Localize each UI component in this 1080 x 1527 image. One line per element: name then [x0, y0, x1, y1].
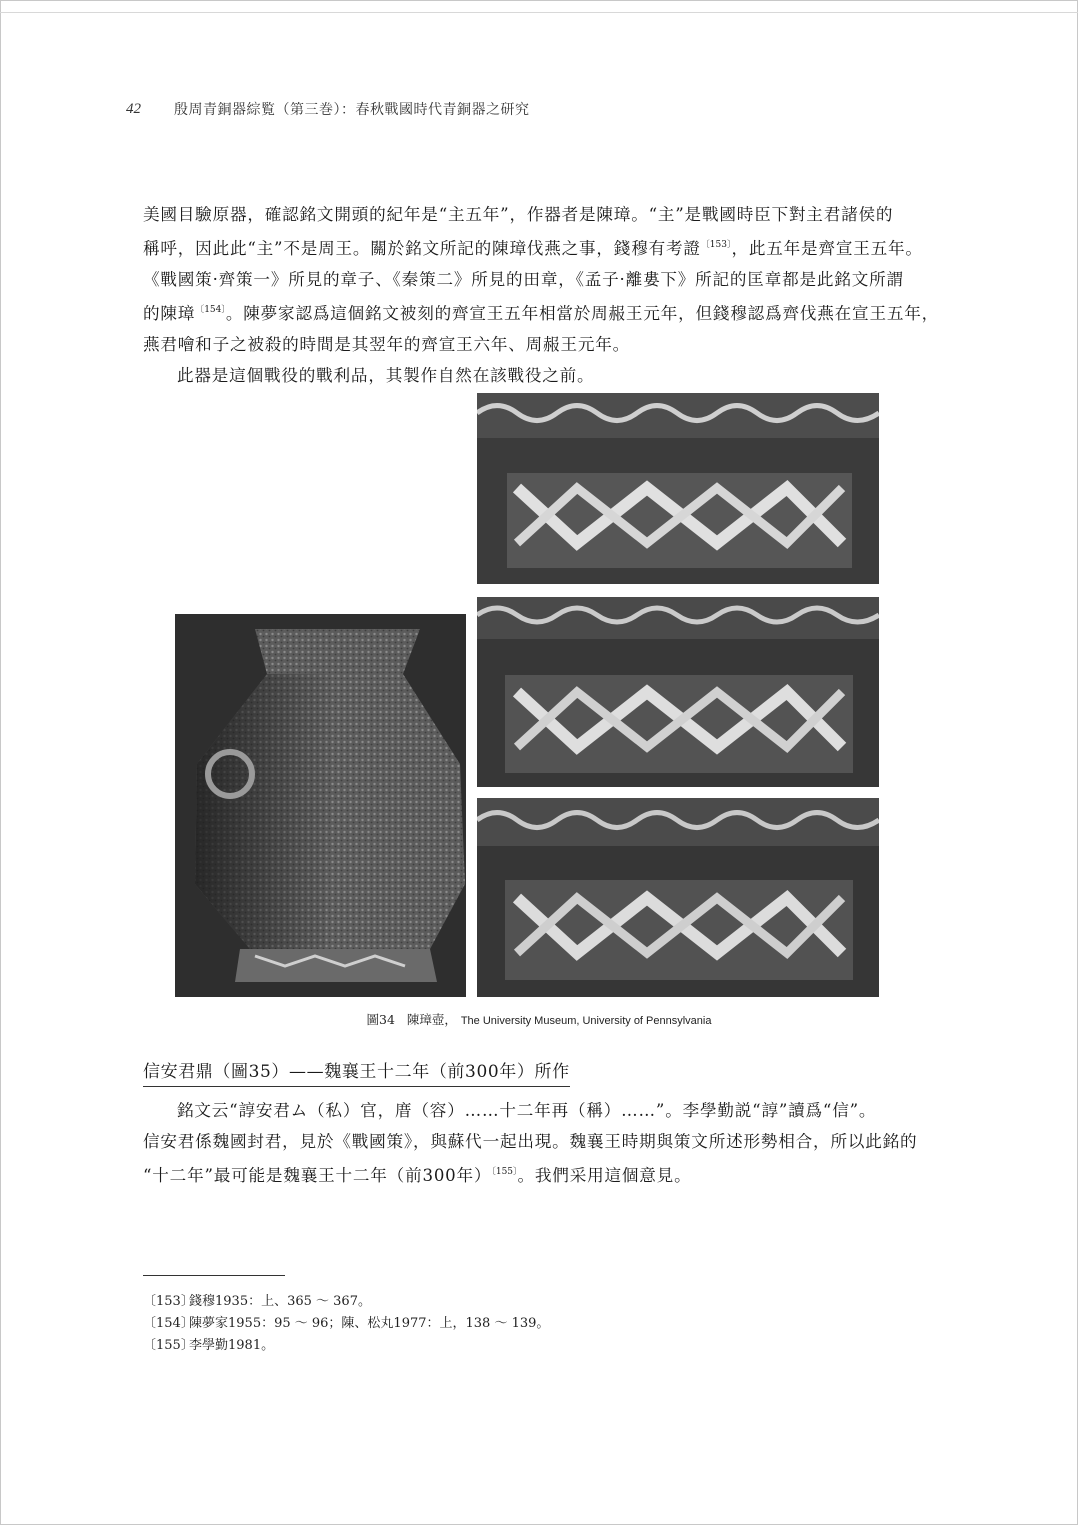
body-paragraph-1	[143, 199, 940, 391]
page-number: 42	[126, 100, 141, 117]
footnote-rule	[143, 1275, 285, 1276]
text-line: 美國目驗原器，確認銘文開頭的紀年是“主五年”，作器者是陳璋。“主”是戰國時臣下對主君諸侯的	[143, 205, 894, 224]
figure-credit: The University Museum, University of Pennsylvania	[460, 1015, 712, 1027]
body-paragraph-2	[143, 1095, 920, 1191]
footnote-text: 錢穆1935：上、365 ～ 367。	[189, 1294, 371, 1309]
text-line: 的陳璋$^{〔154〕}$。陳夢家認爲這個銘文被刻的齊宣王五年相當於周赧王元年，但錢穆認爲齊伐燕在宣王五年，	[143, 304, 940, 323]
inscription-detail-middle	[477, 597, 879, 787]
footnote-ref: 〔153〕	[700, 240, 732, 250]
footnote-number: 〔153〕	[143, 1294, 194, 1309]
inscription-detail-top	[477, 393, 879, 584]
footnote-number: 〔154〕	[143, 1316, 194, 1331]
footnote-ref: 〔154〕	[195, 305, 226, 315]
footnote	[143, 1312, 549, 1331]
text-line: 《戰國策·齊策一》所見的章子、《秦策二》所見的田章，《孟子·離婁下》所記的匡章都是此銘文所謂	[143, 270, 904, 289]
figure-number: 圖34	[366, 1012, 395, 1027]
figure-caption	[0, 1010, 1078, 1028]
text-line: 信安君係魏國封君，見於《戰國策》，與蘇代一起出現。魏襄王時期與策文所述形勢相合，所以此銘的	[143, 1132, 918, 1151]
text-line: 此器是這個戰役的戰利品，其製作自然在該戰役之前。	[177, 366, 595, 385]
inscription-detail-bottom	[477, 798, 879, 997]
footnote	[143, 1290, 371, 1309]
text-line: “十二年”最可能是魏襄王十二年（前300年）$^{〔155〕}$。我們采用這個意見。	[143, 1166, 692, 1185]
section-heading: 信安君鼎（圖35）——魏襄王十二年（前300年）所作	[143, 1057, 570, 1087]
footnote	[143, 1334, 274, 1353]
figure-title: 陳璋壺，	[406, 1012, 457, 1027]
running-head	[126, 98, 926, 120]
vessel-photo	[175, 614, 466, 997]
page-top-rule	[0, 12, 1078, 13]
running-title: 殷周青銅器綜覧（第三巻）：春秋戰國時代青銅器之研究	[174, 102, 530, 118]
footnote-number: 〔155〕	[143, 1338, 194, 1353]
text-line: 銘文云“諄安君ム（私）官，庴（容）……十二年再（稱）……”。李學勤説“諄”讀爲“信”。	[177, 1101, 877, 1120]
footnote-ref: 〔155〕	[491, 1167, 518, 1177]
footnote-text: 陳夢家1955：95 ～ 96；陳、松丸1977：上，138 ～ 139。	[189, 1316, 550, 1331]
footnote-text: 李學勤1981。	[189, 1338, 275, 1353]
text-line: 稱呼，因此此“主”不是周王。關於銘文所記的陳璋伐燕之事，錢穆有考證$^{〔153〕}$，此五年是齊宣王五年。	[143, 239, 923, 258]
text-line: 燕君噲和子之被殺的時間是其翌年的齊宣王六年、周赧王元年。	[143, 335, 631, 354]
